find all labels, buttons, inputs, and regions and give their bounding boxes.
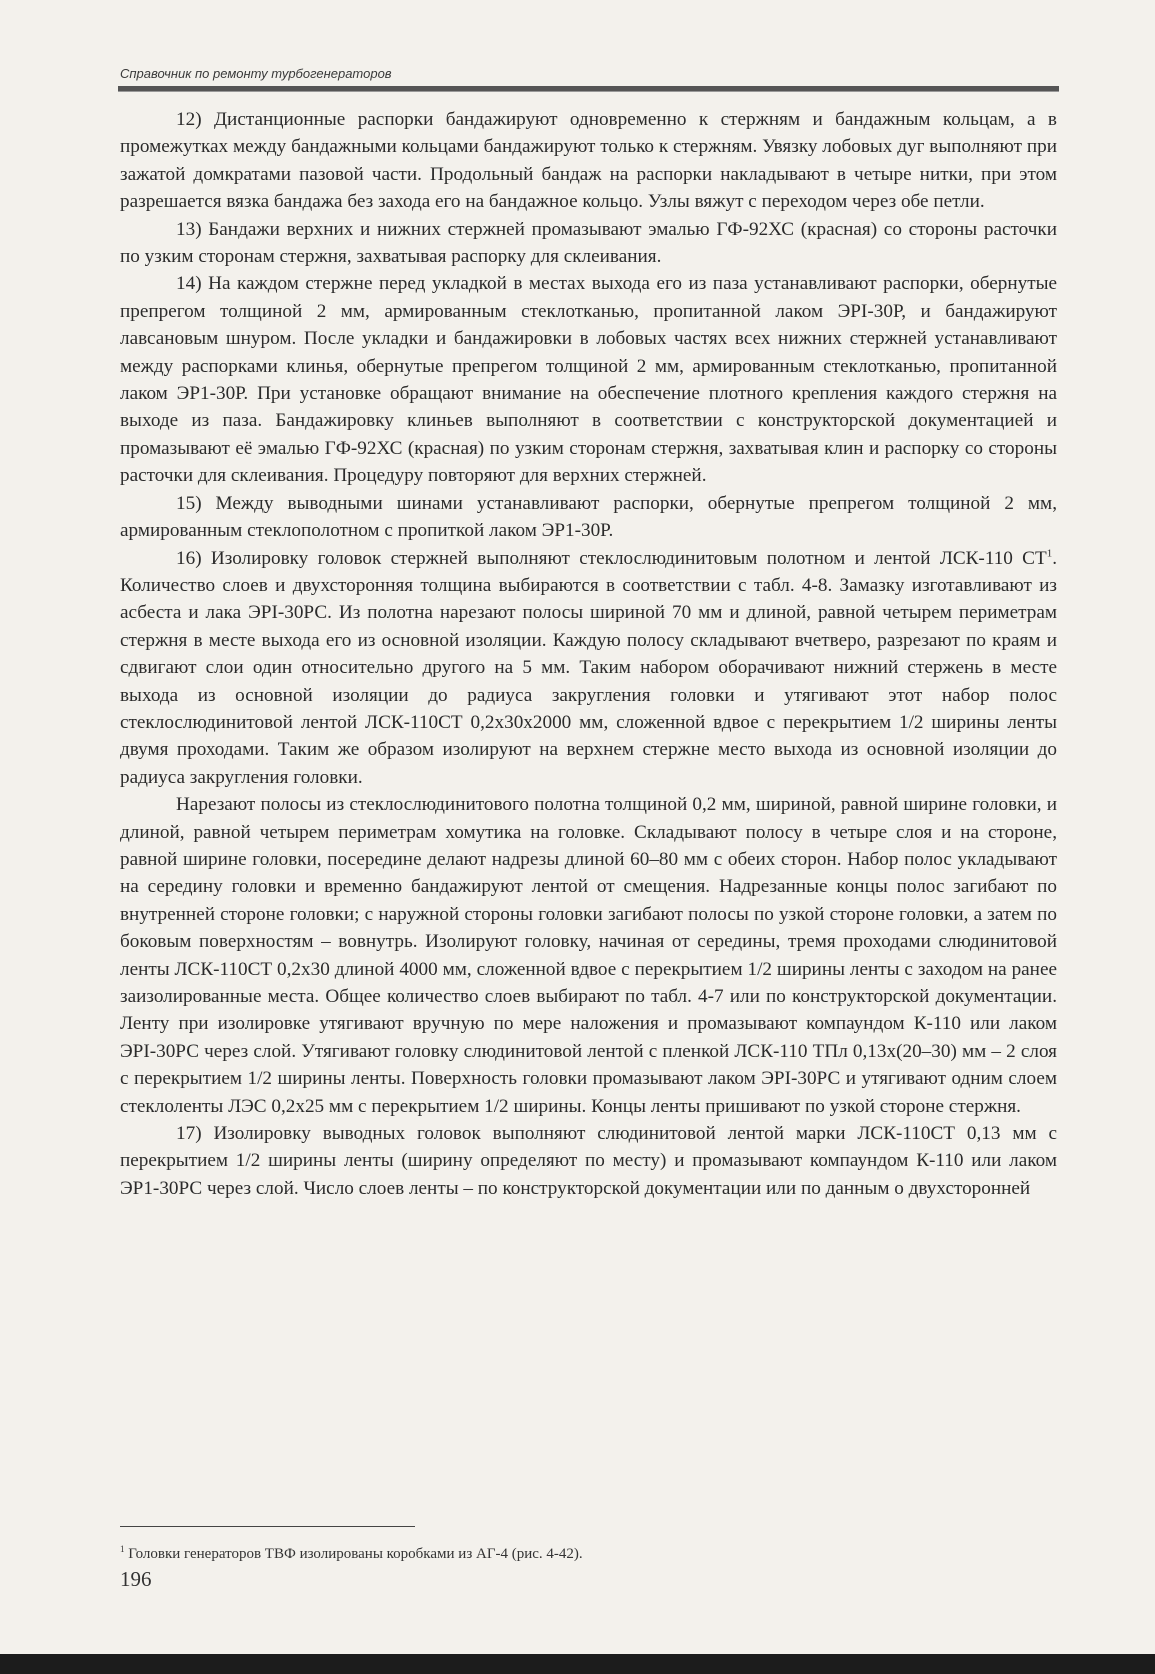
paragraph-16 [120,545,1057,792]
paragraph-text: 16) Изолировку головок стержней выполняют стеклослюдинитовым полотном и лентой ЛСК-110 СТ [176,547,1047,569]
paragraph-13 [120,216,1057,271]
scan-edge-band [0,1654,1155,1674]
paragraph-text: 14) На каждом стержне перед укладкой в местах выхода его из паза устанавливают распорки, обернутые препрегом толщиной 2 мм, армированным стеклотканью, пропитанной лаком ЭРІ-30Р, и бандажируют лавсановым шнуром. После укладки и бандажировки в лобовых частях всех нижних стержней устанавливают между распорками клинья, обернутые препрегом толщиной 2 мм, армированным стеклотканью, пропитанной лаком ЭР1-30Р. При установке обращают внимание на обеспечение плотного крепления каждого стержня на выходе из паза. Бандажировку клиньев выполняют в соответствии с конструкторской документацией и промазывают её эмалью ГФ-92ХС (красная) по узким сторонам стержня, захватывая клин и распорку со стороны расточки для склеивания. Процедуру повторяют для верхних стержней. [120,273,1057,487]
header-rule [118,86,1059,92]
paragraph-text: 17) Изолировку выводных головок выполняют слюдинитовой лентой марки ЛСК-110СТ 0,13 мм с перекрытием 1/2 ширины ленты (ширину определяют по месту) и промазывают компаундом К-110 или лаком ЭР1-30РС через слой. Число слоев ленты – по конструкторской документации или по данным о двухсторонней [120,1123,1057,1199]
paragraph-head-insulation [120,791,1057,1120]
page-number: 196 [120,1567,152,1591]
body-text [120,106,1057,1202]
paragraph-text: 13) Бандажи верхних и нижних стержней промазывают эмалью ГФ-92ХС (красная) со стороны расточки по узким сторонам стержня, захватывая распорку для склеивания. [120,218,1057,268]
running-header: Справочник по ремонту турбогенераторов [120,66,392,81]
footnote-marker: 1 [120,1544,125,1554]
paragraph-17 [120,1120,1057,1202]
paragraph-text: . Количество слоев и двухсторонняя толщина выбираются в соответствии с табл. 4-8. Замазку изготавливают из асбеста и лака ЭРІ-30РС. Из полотна нарезают полосы шириной 70 мм и длиной, равной четырем периметрам стержня в месте выхода его из основной изоляции. Каждую полосу складывают вчетверо, разрезают по краям и сдвигают слои один относительно другого на 5 мм. Таким набором оборачивают нижний стержень в месте выхода из основной изоляции до радиуса закругления головки и утягивают этот набор полос стеклослюдинитовой лентой ЛСК-110СТ 0,2х30х2000 мм, сложенной вдвое с перекрытием 1/2 ширины ленты двумя проходами. Таким же образом изолируют на верхнем стержне место выхода из основной изоляции до радиуса закругления головки. [120,547,1057,788]
paragraph-text: Нарезают полосы из стеклослюдинитового полотна толщиной 0,2 мм, шириной, равной ширине головки, и длиной, равной четырем периметрам хомутика на головке. Складывают полосу в четыре слоя и на стороне, равной ширине головки, посередине делают надрезы длиной 60–80 мм с обеих сторон. Набор полос укладывают на середину головки и временно бандажируют лентой от смещения. Надрезанные концы полос загибают по внутренней стороне головки; с наружной стороны головки загибают полосы по узкой стороне головки, а затем по боковым поверхностям – вовнутрь. Изолируют головку, начиная от середины, тремя проходами слюдинитовой ленты ЛСК-110СТ 0,2х30 длиной 4000 мм, сложенной вдвое с перекрытием 1/2 ширины ленты с заходом на ранее заизолированные места. Общее количество слоев выбирают по табл. 4-7 или по конструкторской документации. Ленту при изолировке утягивают вручную по мере наложения и промазывают компаундом К-110 или лаком ЭРІ-30РС через слой. Утягивают головку слюдинитовой лентой с пленкой ЛСК-110 ТПл 0,13х(20–30) мм – 2 слоя с перекрытием 1/2 ширины ленты. Поверхность головки промазывают лаком ЭРІ-30РС и утягивают одним слоем стеклоленты ЛЭС 0,2х25 мм с перекрытием 1/2 ширины. Концы ленты пришивают по узкой стороне стержня. [120,794,1057,1117]
paragraph-15 [120,490,1057,545]
paragraph-text: 15) Между выводными шинами устанавливают распорки, обернутые препрегом толщиной 2 мм, армированным стеклополотном с пропиткой лаком ЭР1-30Р. [120,492,1057,542]
footnote-text: Головки генераторов ТВФ изолированы коробками из АГ-4 (рис. 4-42). [124,1546,583,1562]
footnote-reference[interactable]: 1 [1046,547,1053,560]
paragraph-12 [120,106,1057,216]
footnote-rule [120,1526,415,1527]
paragraph-text: 12) Дистанционные распорки бандажируют одновременно к стержням и бандажным кольцам, а в промежутках между бандажными кольцами бандажируют только к стержням. Увязку лобовых дуг выполняют при зажатой домкратами пазовой части. Продольный бандаж на распорки накладывают в четыре нитки, при этом разрешается вязка бандажа без захода его на бандажное кольцо. Узлы вяжут с переходом через обе петли. [120,109,1057,213]
footnote [120,1544,1020,1563]
paragraph-14 [120,270,1057,489]
